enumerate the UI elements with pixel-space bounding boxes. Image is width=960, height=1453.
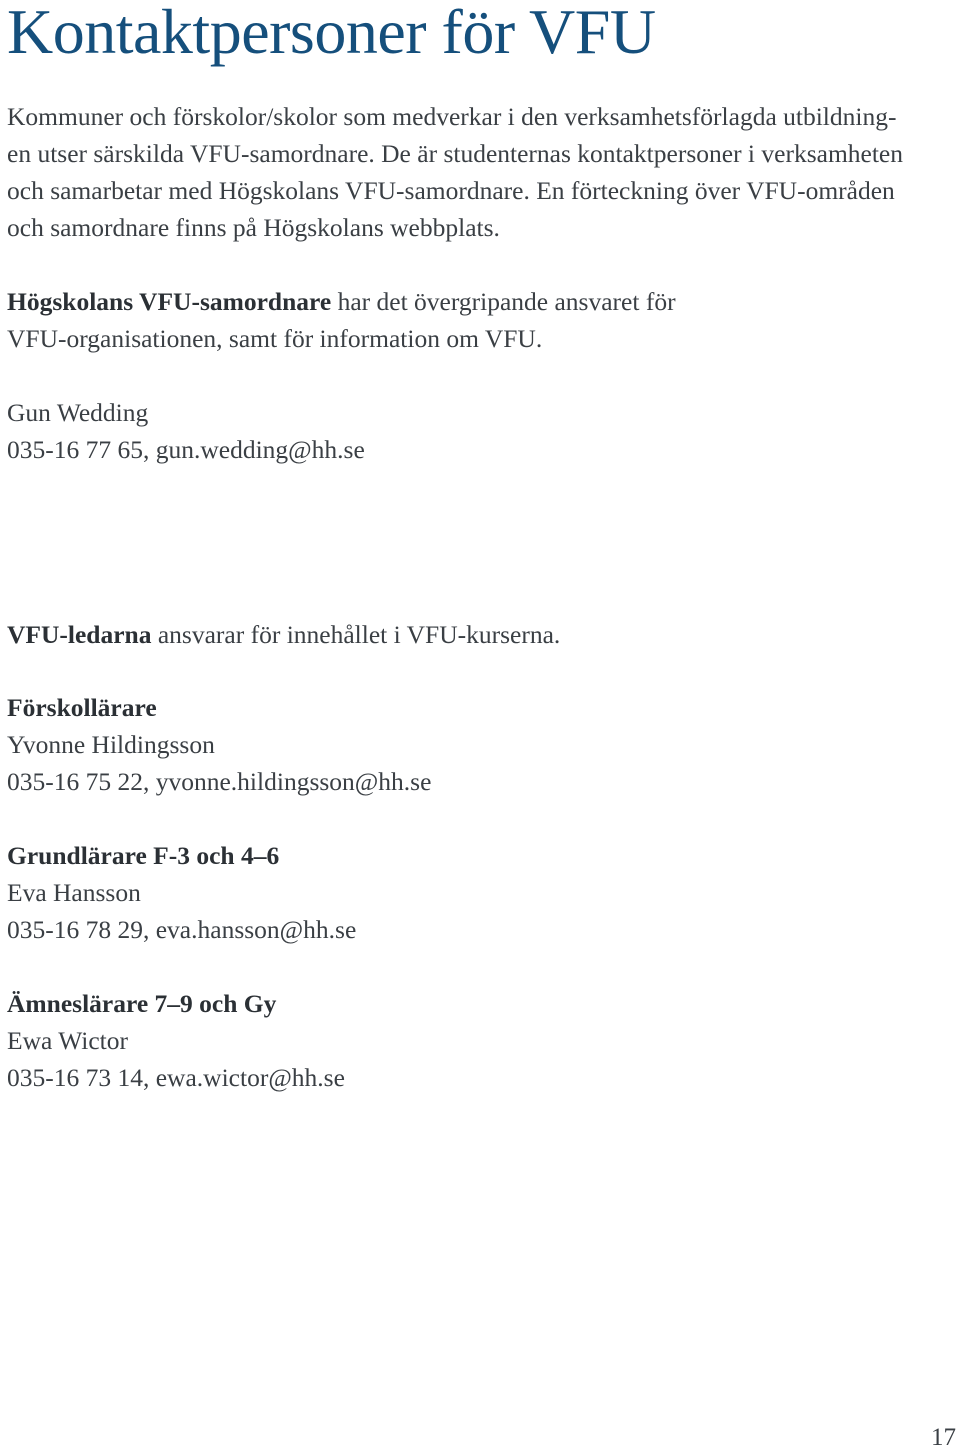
intro-line: och samordnare finns på Högskolans webbplats. — [7, 213, 500, 242]
leader-group-heading: Ämneslärare 7–9 och Gy — [7, 989, 277, 1018]
coordinator-contact — [7, 394, 365, 468]
page-title: Kontaktpersoner för VFU — [7, 0, 656, 67]
coordinator-phone-email: 035-16 77 65, gun.wedding@hh.se — [7, 435, 365, 464]
coordinator-lead-rest: har det övergripande ansvaret för — [331, 287, 676, 316]
leader-name: Ewa Wictor — [7, 1026, 129, 1055]
leaders-lead-line — [7, 616, 560, 653]
intro-line: Kommuner och förskolor/skolor som medverkar i den verksamhetsförlagda utbildning- — [7, 102, 897, 131]
leaders-lead-rest: ansvarar för innehållet i VFU-kurserna. — [151, 620, 561, 649]
leader-phone-email: 035-16 73 14, ewa.wictor@hh.se — [7, 1063, 345, 1092]
leader-phone-email: 035-16 78 29, eva.hansson@hh.se — [7, 915, 357, 944]
leader-group — [7, 689, 431, 800]
leaders-intro — [7, 616, 560, 653]
leader-name: Eva Hansson — [7, 878, 141, 907]
leaders-lead-bold: VFU-ledarna — [7, 620, 152, 649]
intro-paragraph — [7, 98, 903, 246]
leader-group-heading: Grundlärare F-3 och 4–6 — [7, 841, 280, 870]
coordinator-name: Gun Wedding — [7, 398, 149, 427]
leader-phone-email: 035-16 75 22, yvonne.hildingsson@hh.se — [7, 767, 432, 796]
leader-name: Yvonne Hildingsson — [7, 730, 215, 759]
page-number: 17 — [931, 1424, 956, 1451]
intro-line: en utser särskilda VFU-samordnare. De är studenternas kontaktpersoner i verksamheten — [7, 139, 903, 168]
intro-line: och samarbetar med Högskolans VFU-samordnare. En förteckning över VFU-områden — [7, 176, 895, 205]
coordinator-lead-line — [7, 283, 676, 320]
leader-group — [7, 985, 345, 1096]
coordinator-lead-bold: Högskolans VFU-samordnare — [7, 287, 332, 316]
leader-group — [7, 837, 356, 948]
coordinator-line-2: VFU-organisationen, samt för information om VFU. — [7, 324, 543, 353]
leader-group-heading: Förskollärare — [7, 693, 157, 722]
coordinator-paragraph — [7, 283, 676, 357]
